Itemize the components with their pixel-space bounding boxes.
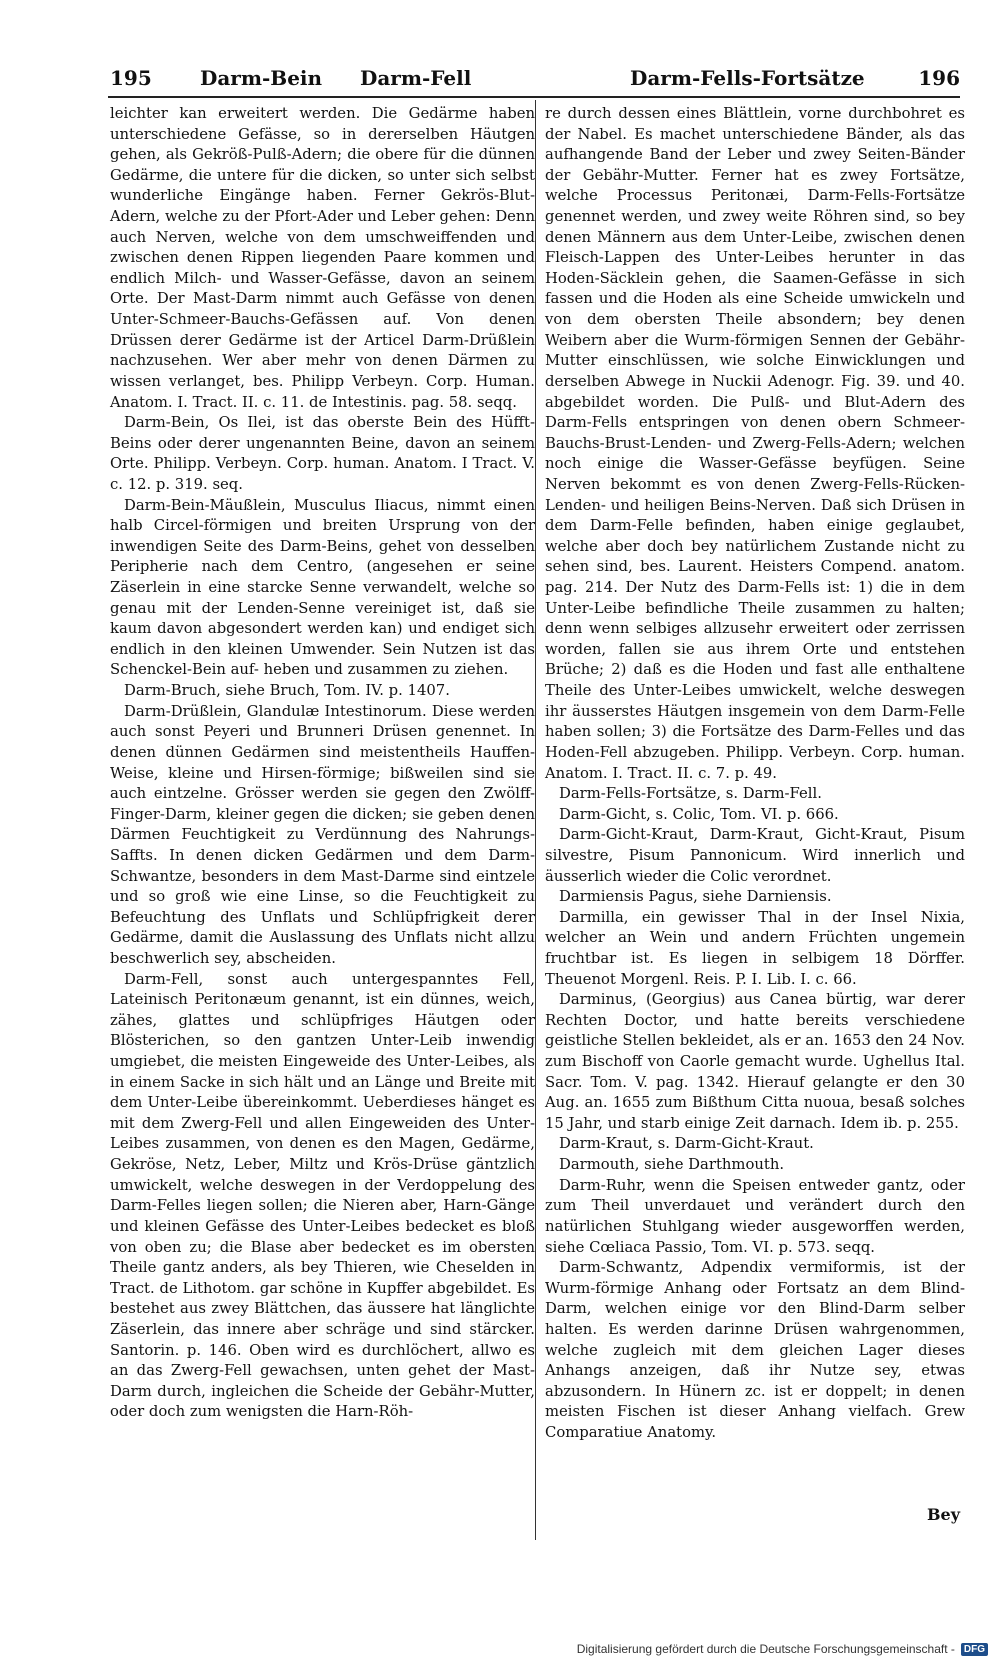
dfg-logo: DFG <box>961 1643 988 1656</box>
entry-paragraph: Darm-Bein, Os Ilei, ist das oberste Bein des Hüfft-Beins oder derer ungenannten Beine, davon an seinem Orte. Philipp. Verbeyn. Corp. human. Anatom. I Tract. V. c. 12. p. 319. seq. <box>110 414 535 493</box>
entry-paragraph: Darm-Kraut, s. Darm-Gicht-Kraut. <box>559 1135 814 1153</box>
header-rule <box>108 96 960 98</box>
entry-paragraph: Darm-Fell, sonst auch untergespanntes Fell, Lateinisch Peritonæum genannt, ist ein dünnes, weich, zähes, glattes und schlüpfriges Häutgen oder Blösterichen, so den gantzen Unter-Leib inwendig umgiebet, die meisten Eingeweide des Unter-Leibes, als in einem Sacke in sich hält und an Länge und Breite mit dem Unter-Leibe übereinkommt. Ueberdieses hänget es mit dem Zwerg-Fell und allen Eingeweiden des Unter-Leibes zusammen, von denen es den Magen, Gedärme, Gekröse, Netz, Leber, Miltz und Krös-Drüse gäntzlich umwickelt, welche deswegen in der Verdoppelung des Darm-Felles liegen sollen; die Nieren aber, Harn-Gänge und kleinen Gefässe des Unter-Leibes bedecket es bloß von oben zu; die Blase aber bedecket es im obersten Theile gantz anders, als bey Thieren, wie Cheselden in Tract. de Lithotom. gar schöne in Kupffer abgebildet. Es bestehet aus zwey Blättchen, das äussere hat länglichte Zäserlein, das innere aber schräge und sind stärcker. Santorin. p. 146. Oben wird es durchlöchert, allwo es an das Zwerg-Fell gewachsen, unten gehet der Mast-Darm durch, ingleichen die Scheide der Gebähr-Mutter, oder doch zum wenigsten die Harn-Röh- <box>110 970 535 1421</box>
entry-paragraph: Darm-Schwantz, Adpendix vermiformis, ist der Wurm-förmige Anhang oder Fortsatz an dem Blind-Darm, welchen einige vor den Blind-Darm selber halten. Es werden darinne Drüsen wahrgenommen, welche zugleich mit dem gleichen Lager dieses Anhangs anzeigen, daß ihr Nutze sey, etwas abzusondern. In Hünern zc. ist er doppelt; in denen meisten Fischen ist dieser Anhang vielfach. Grew Comparatiue Anatomy. <box>545 1259 965 1441</box>
entry-paragraph: Darm-Gicht-Kraut, Darm-Kraut, Gicht-Kraut, Pisum silvestre, Pisum Pannonicum. Wird innerlich und äusserlich wieder die Colic verordnet. <box>545 826 965 885</box>
entry-paragraph: Darm-Bein-Mäußlein, Musculus Iliacus, nimmt einen halb Circel-förmigen und breiten Ursprung von der inwendigen Seite des Darm-Beins, gehet von desselben Peripherie nach dem Centro, (angesehen er seine Zäserlein in eine starcke Senne verwandelt, welche so genau mit der Lenden-Senne vereiniget ist, daß sie kaum davon abgesondert werden kan) und endiget sich endlich in den kleinen Umwender. Sein Nutzen ist das Schenckel-Bein auf- heben und zusammen zu ziehen. <box>110 496 535 679</box>
entry-paragraph: re durch dessen eines Blättlein, vorne durchbohret es der Nabel. Es machet unterschiedene Bänder, als das aufhangende Band der Leber und zwey Seiten-Bänder der Gebähr-Mutter. Ferner hat es zwey Fortsätze, welche Processus Peritonæi, Darm-Fells-Fortsätze genennet werden, und zwey weite Röhren sind, so bey denen Männern aus dem Unter-Leibe, zwischen denen Fleisch-Lappen des Unter-Leibes herunter in das Hoden-Säcklein gehen, die Saamen-Gefässe in sich fassen und die Hoden als eine Scheide umwickeln und von dem obersten Theile absondern; bey denen Weibern aber die Wurm-förmigen Sennen der Gebähr-Mutter einschlüssen, wie solche Einwicklungen und derselben Abwege in Nuckii Adenogr. Fig. 39. und 40. abgebildet worden. Die Pulß- und Blut-Adern des Darm-Fells entspringen von denen obern Schmeer-Bauchs-Brust-Lenden- und Zwerg-Fells-Adern; welchen noch einige die Wasser-Gefässe beyfügen. Seine Nerven bekommt es von denen Zwerg-Fells-Rücken-Lenden- und heiligen Beins-Nerven. Daß sich Drüsen in dem Darm-Felle befinden, haben einige geglaubet, welche aber doch bey natürlichem Zustande nicht zu sehen sind, bes. Laurent. Heisters Compend. anatom. pag. 214. Der Nutz des Darm-Fells ist: 1) die in dem Unter-Leibe befindliche Theile zusammen zu halten; denn wenn selbiges allzusehr erweitert oder zerrissen worden, fallen sie aus ihrem Orte und entstehen Brüche; 2) daß es die Hoden und fast alle enthaltene Theile des Unter-Leibes umwickelt, welche deswegen ihr äusserstes Häutgen insgemein von dem Darm-Felle haben sollen; 3) die Fortsätze des Darm-Felles und das Hoden-Fell abzugeben. Philipp. Verbeyn. Corp. human. Anatom. I. Tract. II. c. 7. p. 49. <box>545 105 965 782</box>
footer-text: Digitalisierung gefördert durch die Deutsche Forschungsgemeinschaft - <box>576 1642 955 1656</box>
entry-paragraph: Darmilla, ein gewisser Thal in der Insel Nixia, welcher an Wein und andern Früchten ungemein fruchtbar ist. Es liegen in selbigem 18 Dörffer. Theuenot Morgenl. Reis. P. I. Lib. I. c. 66. <box>545 908 965 988</box>
entry-paragraph: Darminus, (Georgius) aus Canea bürtig, war derer Rechten Doctor, und hatte bereits verschiedene geistliche Stellen bekleidet, als er an. 1653 den 24 Nov. zum Bischoff von Caorle gemacht wurde. Ughellus Ital. Sacr. Tom. V. pag. 1342. Hierauf gelangte er den 30 Aug. an. 1655 zum Bißthum Citta nuoua, besaß solches 15 Jahr, und starb einige Zeit darnach. Idem ib. p. 255. <box>545 991 965 1132</box>
entry-paragraph: Darmiensis Pagus, siehe Darniensis. <box>559 888 832 906</box>
entry-paragraph: Darm-Fells-Fortsätze, s. Darm-Fell. <box>559 785 822 803</box>
entry-paragraph: Darm-Bruch, siehe Bruch, Tom. IV. p. 1407. <box>124 682 450 700</box>
entry-paragraph: Darmouth, siehe Darthmouth. <box>559 1156 785 1174</box>
entry-paragraph: leichter kan erweitert werden. Die Gedärme haben unterschiedene Gefässe, so in dererselben Häutgen gehen, als Gekröß-Pulß-Adern; die obere für die dünnen Gedärme, die untere für die dicken, so unter sich selbst wunderliche Eingänge haben. Ferner Gekrös-Blut-Adern, welche zu der Pfort-Ader und Leber gehen: Denn auch Nerven, welche von dem umschweiffenden und zwischen denen Rippen liegenden Paare kommen und endlich Milch- und Wasser-Gefässe, davon an seinem Orte. Der Mast-Darm nimmt auch Gefässe von denen Unter-Schmeer-Bauchs-Gefässen auf. Von denen Drüssen derer Gedärme ist der Articel Darm-Drüßlein nachzusehen. Wer aber mehr von denen Därmen zu wissen verlanget, bes. Philipp Verbeyn. Corp. Human. Anatom. I. Tract. II. c. 11. de Intestinis. pag. 58. seqq. <box>110 105 535 411</box>
entry-paragraph: Darm-Gicht, s. Colic, Tom. VI. p. 666. <box>559 805 839 823</box>
guide-word-right: Darm-Fells-Fortsätze <box>630 66 865 90</box>
guide-word-middle: Darm-Fell <box>360 66 472 90</box>
entry-paragraph: Darm-Ruhr, wenn die Speisen entweder gantz, oder zum Theil unverdauet und verändert durch den natürlichen Stuhlgang wieder ausgeworffen werden, siehe Cœliaca Passio, Tom. VI. p. 573. seqq. <box>545 1176 965 1256</box>
page-number-left: 195 <box>110 66 152 90</box>
page-number-right: 196 <box>918 66 960 90</box>
catchword: Bey <box>927 1505 960 1524</box>
guide-word-left: Darm-Bein <box>200 66 323 90</box>
left-column <box>110 104 535 1423</box>
right-column <box>545 104 965 1444</box>
column-divider <box>535 100 536 1540</box>
running-header <box>110 66 960 96</box>
digitization-footer <box>577 1642 988 1656</box>
entry-paragraph: Darm-Drüßlein, Glandulæ Intestinorum. Diese werden auch sonst Peyeri und Brunneri Drüsen genennet. In denen dünnen Gedärmen sind meistentheils Hauffen-Weise, kleine und Hirsen-förmige; bißweilen sind sie auch eintzelne. Grösser werden sie gegen den Zwölff-Finger-Darm, kleiner gegen die dicken; sie geben denen Därmen Feuchtigkeit zu Verdünnung des Nahrungs-Saffts. In denen dicken Gedärmen und dem Darm-Schwantze, besonders in dem Mast-Darme sind eintzele und so groß wie eine Linse, so die Feuchtigkeit zu Befeuchtung des Unflats und Schlüpfrigkeit derer Gedärme, damit die Auslassung des Unflats nicht allzu beschwerlich sey, abscheiden. <box>110 702 535 967</box>
